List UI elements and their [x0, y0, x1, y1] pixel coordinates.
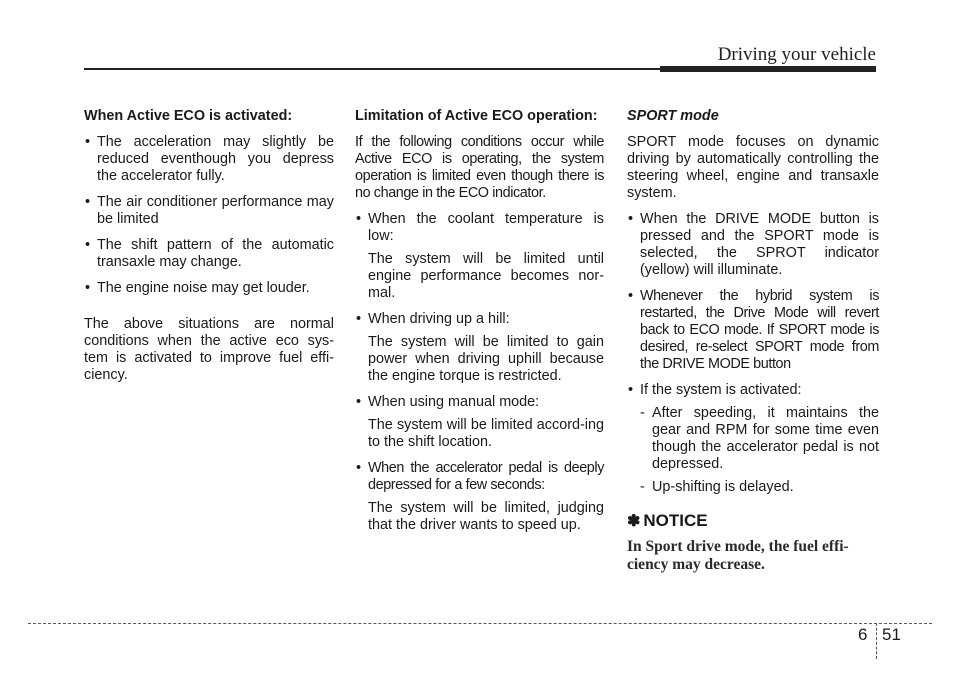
list-item [355, 311, 604, 385]
page-header-title: Driving your vehicle [717, 44, 876, 65]
body-paragraph: SPORT mode focuses on dynamic driving by automatically controlling the steering wheel, engine and transaxle system. [627, 134, 879, 201]
item-label: When the coolant temperature is low: [368, 211, 604, 244]
list-item [355, 394, 604, 451]
body-paragraph: If the following conditions occur while Active ECO is operating, the system operation is limited even though there is no change in the ECO indicator. [355, 134, 604, 201]
page-number: 51 [882, 625, 901, 644]
list-item: • The air conditioner performance may be limited [84, 194, 334, 228]
spacer [84, 306, 334, 316]
bullet-list [627, 211, 879, 496]
item-detail: The system will be limited accord-ing to the shift location. [368, 417, 604, 450]
sub-list-item [640, 405, 879, 473]
section-heading: When Active ECO is activated: [84, 108, 293, 124]
page-number-divider [876, 623, 877, 659]
body-paragraph: The above situations are normal conditions when the active eco sys-tem is activated to improve fuel effi-ciency. [84, 316, 334, 383]
item-label: When driving up a hill: [368, 311, 510, 327]
column-active-eco [84, 108, 334, 393]
footer-dashed-rule [28, 623, 932, 624]
list-item: • The engine noise may get louder. [84, 280, 334, 297]
item-label: When using manual mode: [368, 394, 540, 410]
column-eco-limitation [355, 108, 604, 543]
notice-text: In Sport drive mode, the fuel effi-ciency may decrease. [627, 538, 849, 573]
list-item: • The shift pattern of the automatic transaxle may change. [84, 237, 334, 271]
list-item: • Whenever the hybrid system is restarted, the Drive Mode will revert back to ECO mode. If SPORT mode is desired, re-select SPORT mode from the DRIVE MODE button [627, 288, 879, 373]
section-heading: Limitation of Active ECO operation: [355, 108, 598, 124]
sub-item-text: Up-shifting is delayed. [652, 479, 794, 495]
list-item [627, 382, 879, 496]
item-detail: The system will be limited, judging that the driver wants to speed up. [368, 500, 604, 533]
notice-heading [627, 512, 879, 530]
notice-asterisk-icon: ✽ [627, 513, 641, 530]
header-rule-thin [84, 68, 662, 70]
list-item [355, 460, 604, 534]
item-label: If the system is activated: [640, 382, 802, 398]
item-detail: The system will be limited to gain power when driving uphill because the engine torque is restricted. [368, 334, 604, 384]
notice-title: NOTICE [643, 511, 708, 530]
item-detail: The system will be limited until engine performance becomes nor-mal. [368, 251, 604, 301]
bullet-list [84, 134, 334, 297]
list-item: • When the DRIVE MODE button is pressed and the SPORT mode is selected, the SPROT indicator (yellow) will illuminate. [627, 211, 879, 279]
sub-list-item [640, 479, 879, 496]
dash-marker: - [640, 405, 645, 421]
bullet-list [355, 211, 604, 534]
section-heading: SPORT mode [627, 108, 719, 124]
list-item [355, 211, 604, 302]
sub-item-text: After speeding, it maintains the gear and RPM for some time even though the accelerator pedal is not depressed. [652, 405, 879, 472]
header-rule-thick [660, 66, 876, 72]
column-sport-mode [627, 108, 879, 574]
dash-marker: - [640, 479, 645, 495]
list-item: • The acceleration may slightly be reduced eventhough you depress the accelerator fully. [84, 134, 334, 185]
chapter-number: 6 [858, 625, 868, 644]
item-label: When the accelerator pedal is deeply depressed for a few seconds: [368, 460, 604, 493]
